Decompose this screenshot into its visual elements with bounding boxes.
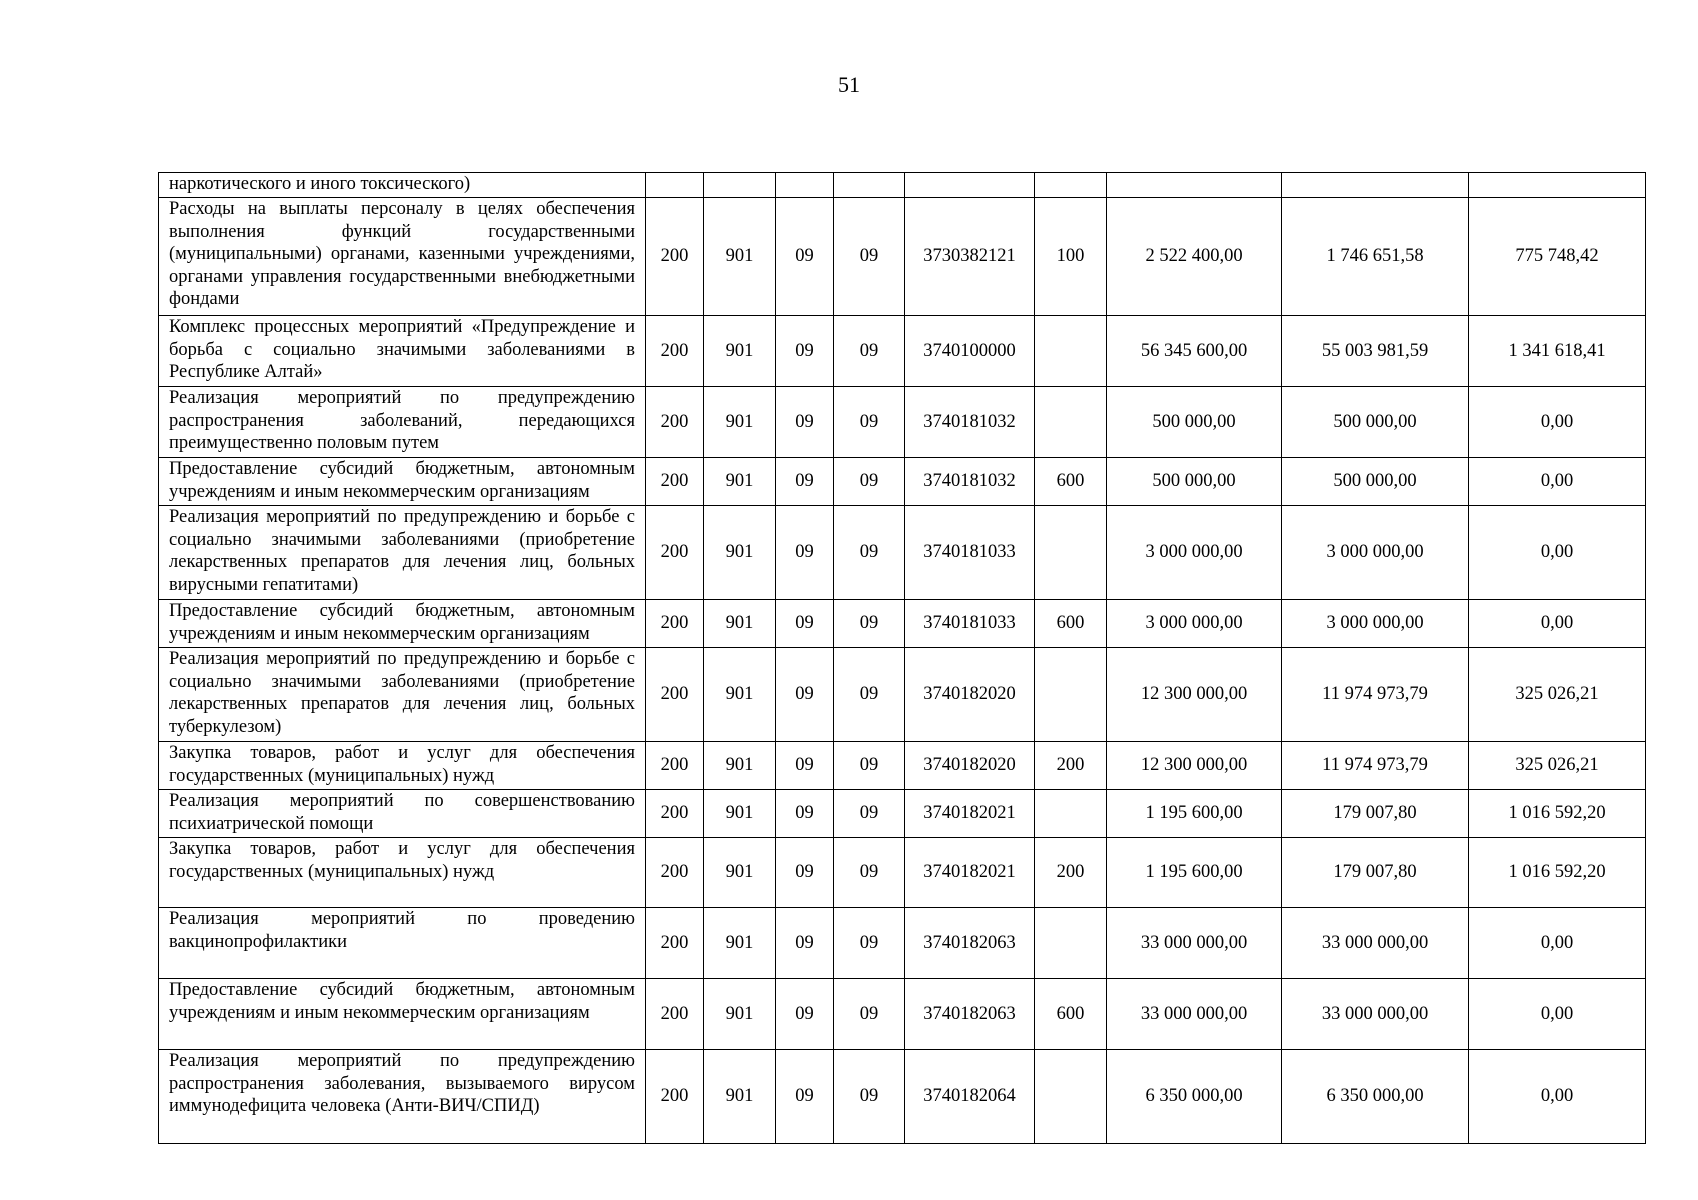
cell-department-code: 901 bbox=[704, 387, 776, 458]
cell-expense-type bbox=[1035, 1050, 1107, 1144]
cell-executed-amount: 33 000 000,00 bbox=[1282, 908, 1469, 979]
cell-subsection-code: 09 bbox=[834, 198, 905, 316]
cell-executed-amount: 11 974 973,79 bbox=[1282, 648, 1469, 742]
cell-subsection-code: 09 bbox=[834, 979, 905, 1050]
row-description: Закупка товаров, работ и услуг для обеспечения государственных (муниципальных) нужд bbox=[159, 742, 646, 790]
cell-expense-type bbox=[1035, 648, 1107, 742]
cell-section-code: 09 bbox=[776, 742, 834, 790]
cell-subsection-code: 09 bbox=[834, 387, 905, 458]
cell-target-article: 3740182064 bbox=[905, 1050, 1035, 1144]
cell-department-code: 901 bbox=[704, 908, 776, 979]
cell-target-article: 3740182020 bbox=[905, 742, 1035, 790]
cell-target-article: 3740182063 bbox=[905, 908, 1035, 979]
cell-planned-amount: 1 195 600,00 bbox=[1107, 838, 1282, 908]
cell-section-code: 09 bbox=[776, 838, 834, 908]
cell-executed-amount: 3 000 000,00 bbox=[1282, 506, 1469, 600]
cell-department-code: 901 bbox=[704, 979, 776, 1050]
cell-section-code: 09 bbox=[776, 458, 834, 506]
cell-subsection-code: 09 bbox=[834, 316, 905, 387]
row-description: Предоставление субсидий бюджетным, автономным учреждениям и иным некоммерческим организациям bbox=[159, 458, 646, 506]
cell-expense-type bbox=[1035, 316, 1107, 387]
cell-department-code bbox=[704, 173, 776, 198]
row-description: Расходы на выплаты персоналу в целях обеспечения выполнения функций государственными (муниципальными) органами, казенными учреждениями, органами управления государственными внебюджетными фондами bbox=[159, 198, 646, 316]
cell-executed-amount: 179 007,80 bbox=[1282, 790, 1469, 838]
cell-section-code bbox=[776, 173, 834, 198]
table-row bbox=[159, 600, 1646, 648]
cell-executed-amount: 1 746 651,58 bbox=[1282, 198, 1469, 316]
table-row bbox=[159, 316, 1646, 387]
cell-subsection-code: 09 bbox=[834, 908, 905, 979]
cell-subsection-code: 09 bbox=[834, 648, 905, 742]
cell-section-code: 09 bbox=[776, 1050, 834, 1144]
cell-remaining-amount: 325 026,21 bbox=[1469, 648, 1646, 742]
cell-section-code: 09 bbox=[776, 316, 834, 387]
table-row bbox=[159, 458, 1646, 506]
cell-ministry-code bbox=[646, 173, 704, 198]
cell-section-code: 09 bbox=[776, 908, 834, 979]
cell-subsection-code: 09 bbox=[834, 742, 905, 790]
cell-planned-amount: 3 000 000,00 bbox=[1107, 600, 1282, 648]
cell-expense-type: 600 bbox=[1035, 458, 1107, 506]
table-row bbox=[159, 979, 1646, 1050]
cell-department-code: 901 bbox=[704, 600, 776, 648]
table-row bbox=[159, 506, 1646, 600]
cell-expense-type bbox=[1035, 173, 1107, 198]
cell-remaining-amount: 0,00 bbox=[1469, 1050, 1646, 1144]
cell-remaining-amount: 1 016 592,20 bbox=[1469, 838, 1646, 908]
cell-remaining-amount: 0,00 bbox=[1469, 458, 1646, 506]
cell-subsection-code: 09 bbox=[834, 790, 905, 838]
cell-target-article: 3740182063 bbox=[905, 979, 1035, 1050]
cell-ministry-code: 200 bbox=[646, 979, 704, 1050]
cell-section-code: 09 bbox=[776, 387, 834, 458]
row-description: наркотического и иного токсического) bbox=[159, 173, 646, 198]
row-description: Реализация мероприятий по проведению вакцинопрофилактики bbox=[159, 908, 646, 979]
cell-ministry-code: 200 bbox=[646, 458, 704, 506]
cell-ministry-code: 200 bbox=[646, 908, 704, 979]
cell-planned-amount: 33 000 000,00 bbox=[1107, 908, 1282, 979]
cell-ministry-code: 200 bbox=[646, 506, 704, 600]
cell-target-article: 3740100000 bbox=[905, 316, 1035, 387]
cell-planned-amount: 12 300 000,00 bbox=[1107, 742, 1282, 790]
cell-target-article: 3740181033 bbox=[905, 506, 1035, 600]
row-description: Реализация мероприятий по совершенствованию психиатрической помощи bbox=[159, 790, 646, 838]
cell-planned-amount: 33 000 000,00 bbox=[1107, 979, 1282, 1050]
cell-remaining-amount: 1 341 618,41 bbox=[1469, 316, 1646, 387]
cell-department-code: 901 bbox=[704, 742, 776, 790]
cell-ministry-code: 200 bbox=[646, 790, 704, 838]
table-row bbox=[159, 648, 1646, 742]
cell-executed-amount: 179 007,80 bbox=[1282, 838, 1469, 908]
cell-remaining-amount: 0,00 bbox=[1469, 979, 1646, 1050]
cell-executed-amount: 33 000 000,00 bbox=[1282, 979, 1469, 1050]
row-description: Закупка товаров, работ и услуг для обеспечения государственных (муниципальных) нужд bbox=[159, 838, 646, 908]
cell-department-code: 901 bbox=[704, 838, 776, 908]
cell-target-article: 3740182021 bbox=[905, 838, 1035, 908]
cell-remaining-amount: 0,00 bbox=[1469, 506, 1646, 600]
cell-section-code: 09 bbox=[776, 979, 834, 1050]
table-row bbox=[159, 1050, 1646, 1144]
cell-executed-amount: 55 003 981,59 bbox=[1282, 316, 1469, 387]
cell-planned-amount bbox=[1107, 173, 1282, 198]
cell-ministry-code: 200 bbox=[646, 742, 704, 790]
cell-planned-amount: 2 522 400,00 bbox=[1107, 198, 1282, 316]
cell-expense-type bbox=[1035, 387, 1107, 458]
row-description: Реализация мероприятий по предупреждению и борьбе с социально значимыми заболеваниями (приобретение лекарственных препаратов для лечения лиц, больных туберкулезом) bbox=[159, 648, 646, 742]
row-description: Предоставление субсидий бюджетным, автономным учреждениям и иным некоммерческим организациям bbox=[159, 600, 646, 648]
table-row bbox=[159, 790, 1646, 838]
cell-target-article: 3740181032 bbox=[905, 387, 1035, 458]
cell-department-code: 901 bbox=[704, 648, 776, 742]
cell-remaining-amount: 1 016 592,20 bbox=[1469, 790, 1646, 838]
cell-subsection-code bbox=[834, 173, 905, 198]
cell-expense-type: 600 bbox=[1035, 600, 1107, 648]
row-description: Реализация мероприятий по предупреждению и борьбе с социально значимыми заболеваниями (приобретение лекарственных препаратов для лечения лиц, больных вирусными гепатитами) bbox=[159, 506, 646, 600]
cell-remaining-amount: 0,00 bbox=[1469, 387, 1646, 458]
table-row bbox=[159, 838, 1646, 908]
cell-remaining-amount: 0,00 bbox=[1469, 600, 1646, 648]
cell-ministry-code: 200 bbox=[646, 648, 704, 742]
row-description: Комплекс процессных мероприятий «Предупреждение и борьба с социально значимыми заболеваниями в Республике Алтай» bbox=[159, 316, 646, 387]
cell-department-code: 901 bbox=[704, 458, 776, 506]
cell-subsection-code: 09 bbox=[834, 506, 905, 600]
cell-executed-amount: 500 000,00 bbox=[1282, 387, 1469, 458]
table-row bbox=[159, 173, 1646, 198]
cell-department-code: 901 bbox=[704, 1050, 776, 1144]
cell-planned-amount: 1 195 600,00 bbox=[1107, 790, 1282, 838]
page-number: 51 bbox=[838, 72, 860, 97]
cell-expense-type bbox=[1035, 790, 1107, 838]
cell-department-code: 901 bbox=[704, 790, 776, 838]
cell-expense-type: 200 bbox=[1035, 838, 1107, 908]
cell-ministry-code: 200 bbox=[646, 600, 704, 648]
cell-target-article bbox=[905, 173, 1035, 198]
cell-planned-amount: 6 350 000,00 bbox=[1107, 1050, 1282, 1144]
row-description: Реализация мероприятий по предупреждению распространения заболевания, вызываемого вирусом иммунодефицита человека (Анти-ВИЧ/СПИД) bbox=[159, 1050, 646, 1144]
cell-ministry-code: 200 bbox=[646, 1050, 704, 1144]
table-row bbox=[159, 908, 1646, 979]
cell-subsection-code: 09 bbox=[834, 1050, 905, 1144]
cell-target-article: 3740182020 bbox=[905, 648, 1035, 742]
cell-subsection-code: 09 bbox=[834, 600, 905, 648]
cell-executed-amount bbox=[1282, 173, 1469, 198]
cell-planned-amount: 500 000,00 bbox=[1107, 458, 1282, 506]
cell-target-article: 3740181033 bbox=[905, 600, 1035, 648]
budget-table bbox=[158, 172, 1646, 1144]
cell-planned-amount: 56 345 600,00 bbox=[1107, 316, 1282, 387]
cell-executed-amount: 3 000 000,00 bbox=[1282, 600, 1469, 648]
cell-expense-type bbox=[1035, 908, 1107, 979]
cell-ministry-code: 200 bbox=[646, 316, 704, 387]
cell-executed-amount: 6 350 000,00 bbox=[1282, 1050, 1469, 1144]
cell-remaining-amount: 0,00 bbox=[1469, 908, 1646, 979]
cell-planned-amount: 3 000 000,00 bbox=[1107, 506, 1282, 600]
cell-executed-amount: 11 974 973,79 bbox=[1282, 742, 1469, 790]
row-description: Реализация мероприятий по предупреждению распространения заболеваний, передающихся преимущественно половым путем bbox=[159, 387, 646, 458]
cell-department-code: 901 bbox=[704, 506, 776, 600]
cell-expense-type: 600 bbox=[1035, 979, 1107, 1050]
cell-remaining-amount: 775 748,42 bbox=[1469, 198, 1646, 316]
table-row bbox=[159, 198, 1646, 316]
row-description: Предоставление субсидий бюджетным, автономным учреждениям и иным некоммерческим организациям bbox=[159, 979, 646, 1050]
cell-remaining-amount bbox=[1469, 173, 1646, 198]
cell-target-article: 3740182021 bbox=[905, 790, 1035, 838]
cell-ministry-code: 200 bbox=[646, 198, 704, 316]
cell-planned-amount: 500 000,00 bbox=[1107, 387, 1282, 458]
cell-section-code: 09 bbox=[776, 198, 834, 316]
cell-subsection-code: 09 bbox=[834, 838, 905, 908]
cell-remaining-amount: 325 026,21 bbox=[1469, 742, 1646, 790]
cell-target-article: 3730382121 bbox=[905, 198, 1035, 316]
cell-expense-type bbox=[1035, 506, 1107, 600]
cell-section-code: 09 bbox=[776, 506, 834, 600]
cell-ministry-code: 200 bbox=[646, 838, 704, 908]
cell-department-code: 901 bbox=[704, 198, 776, 316]
cell-planned-amount: 12 300 000,00 bbox=[1107, 648, 1282, 742]
table-row bbox=[159, 742, 1646, 790]
cell-section-code: 09 bbox=[776, 790, 834, 838]
cell-department-code: 901 bbox=[704, 316, 776, 387]
cell-ministry-code: 200 bbox=[646, 387, 704, 458]
cell-executed-amount: 500 000,00 bbox=[1282, 458, 1469, 506]
cell-expense-type: 200 bbox=[1035, 742, 1107, 790]
cell-section-code: 09 bbox=[776, 600, 834, 648]
cell-expense-type: 100 bbox=[1035, 198, 1107, 316]
table-row bbox=[159, 387, 1646, 458]
cell-subsection-code: 09 bbox=[834, 458, 905, 506]
cell-section-code: 09 bbox=[776, 648, 834, 742]
cell-target-article: 3740181032 bbox=[905, 458, 1035, 506]
